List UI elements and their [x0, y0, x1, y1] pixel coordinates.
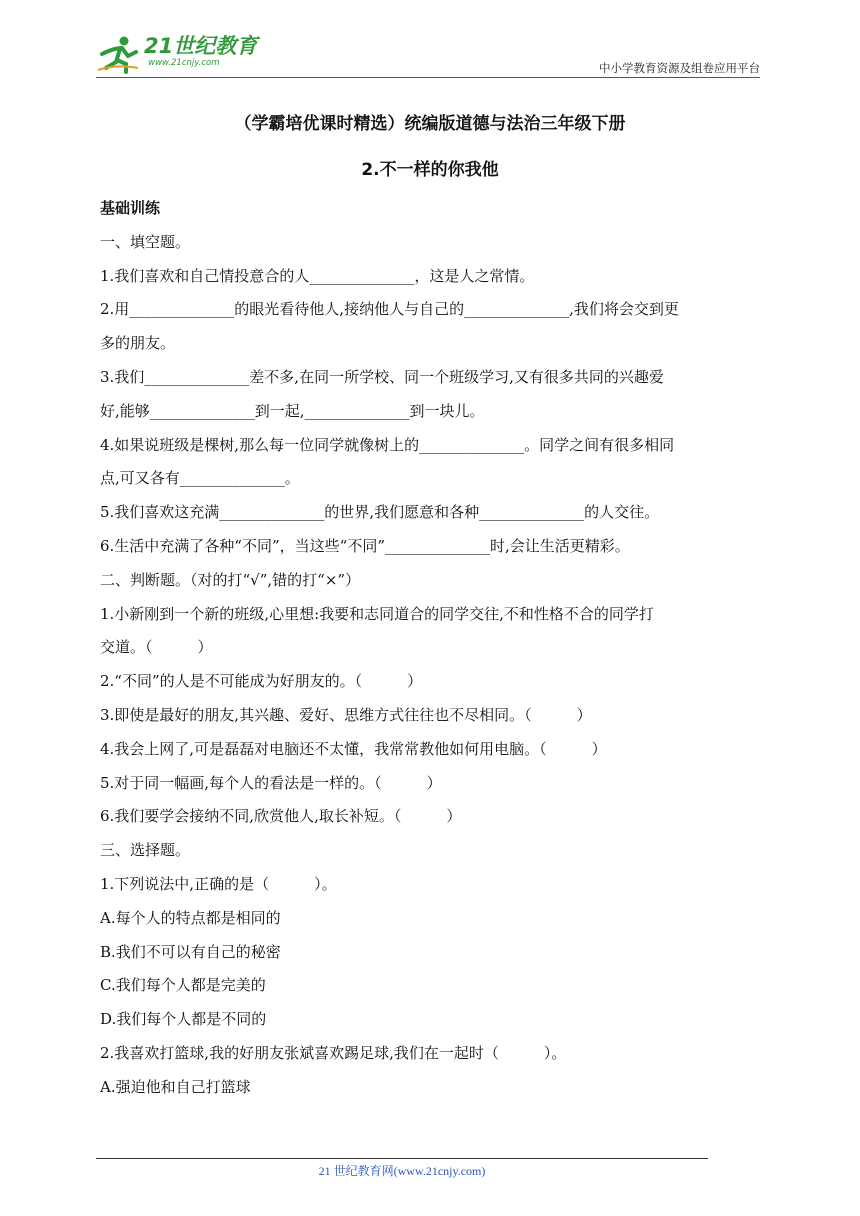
- text-line: 一、填空题。: [100, 232, 191, 251]
- text-line: 3.即使是最好的朋友,其兴趣、爱好、思维方式往往也不尽相同。（ ）: [100, 705, 592, 724]
- text-line: 5.我们喜欢这充满______________的世界,我们愿意和各种______________的人交往。: [100, 503, 660, 522]
- text-line: C.我们每个人都是完美的: [100, 976, 266, 995]
- text-line: 3.我们______________差不多,在同一所学校、同一个班级学习,又有很多共同的兴趣爱: [100, 367, 664, 386]
- text-line: B.我们不可以有自己的秘密: [100, 942, 281, 961]
- text-line: 6.我们要学会接纳不同,欣赏他人,取长补短。（ ）: [100, 807, 462, 826]
- text-line: 2.用______________的眼光看待他人,接纳他人与自己的______________,我们将会交到更: [100, 300, 679, 319]
- text-line: 2.“不同”的人是不可能成为好朋友的。（ ）: [100, 672, 423, 691]
- logo: [96, 34, 257, 74]
- worksheet-body: [100, 192, 764, 1105]
- text-line: 4.我会上网了,可是磊磊对电脑还不太懂，我常常教他如何用电脑。（ ）: [100, 739, 607, 758]
- lesson-title: 2.不一样的你我他: [361, 160, 499, 180]
- platform-label: 中小学教育资源及组卷应用平台: [599, 61, 760, 75]
- text-line: A.每个人的特点都是相同的: [100, 908, 281, 927]
- document-title: （学霸培优课时精选）统编版道德与法治三年级下册: [234, 114, 626, 134]
- section-heading: 基础训练: [100, 199, 161, 217]
- text-line: 交道。（ ）: [100, 638, 213, 657]
- logo-title: 21世纪教育: [144, 34, 258, 58]
- header-divider: [96, 77, 760, 78]
- text-line: A.强迫他和自己打篮球: [100, 1077, 251, 1096]
- runner-logo-icon: [96, 34, 140, 74]
- text-line: 6.生活中充满了各种“不同”，当这些“不同”______________时,会让生活更精彩。: [100, 536, 630, 555]
- question-lines: [100, 226, 764, 1105]
- logo-url: www.21cnjy.com: [148, 58, 220, 68]
- text-line: 1.我们喜欢和自己情投意合的人______________，这是人之常情。: [100, 266, 535, 285]
- text-line: 二、判断题。（对的打“√”,错的打“×”）: [100, 570, 361, 589]
- text-line: 点,可又各有______________。: [100, 469, 300, 488]
- page-header: [96, 30, 760, 78]
- text-line: 2.我喜欢打篮球,我的好朋友张斌喜欢踢足球,我们在一起时（ ）。: [100, 1043, 567, 1062]
- text-line: 1.下列说法中,正确的是（ ）。: [100, 874, 337, 893]
- text-line: 多的朋友。: [100, 334, 176, 353]
- footer-text: 21 世纪教育网(www.21cnjy.com): [318, 1164, 486, 1178]
- text-line: 4.如果说班级是棵树,那么每一位同学就像树上的______________。同学之间有很多相同: [100, 435, 675, 454]
- text-line: 5.对于同一幅画,每个人的看法是一样的。（ ）: [100, 773, 442, 792]
- text-line: 好,能够______________到一起,______________到一块儿。: [100, 401, 485, 420]
- text-line: D.我们每个人都是不同的: [100, 1010, 267, 1029]
- footer-divider: [96, 1158, 708, 1159]
- text-line: 三、选择题。: [100, 841, 191, 860]
- text-line: 1.小新刚到一个新的班级,心里想:我要和志同道合的同学交往,不和性格不合的同学打: [100, 604, 654, 623]
